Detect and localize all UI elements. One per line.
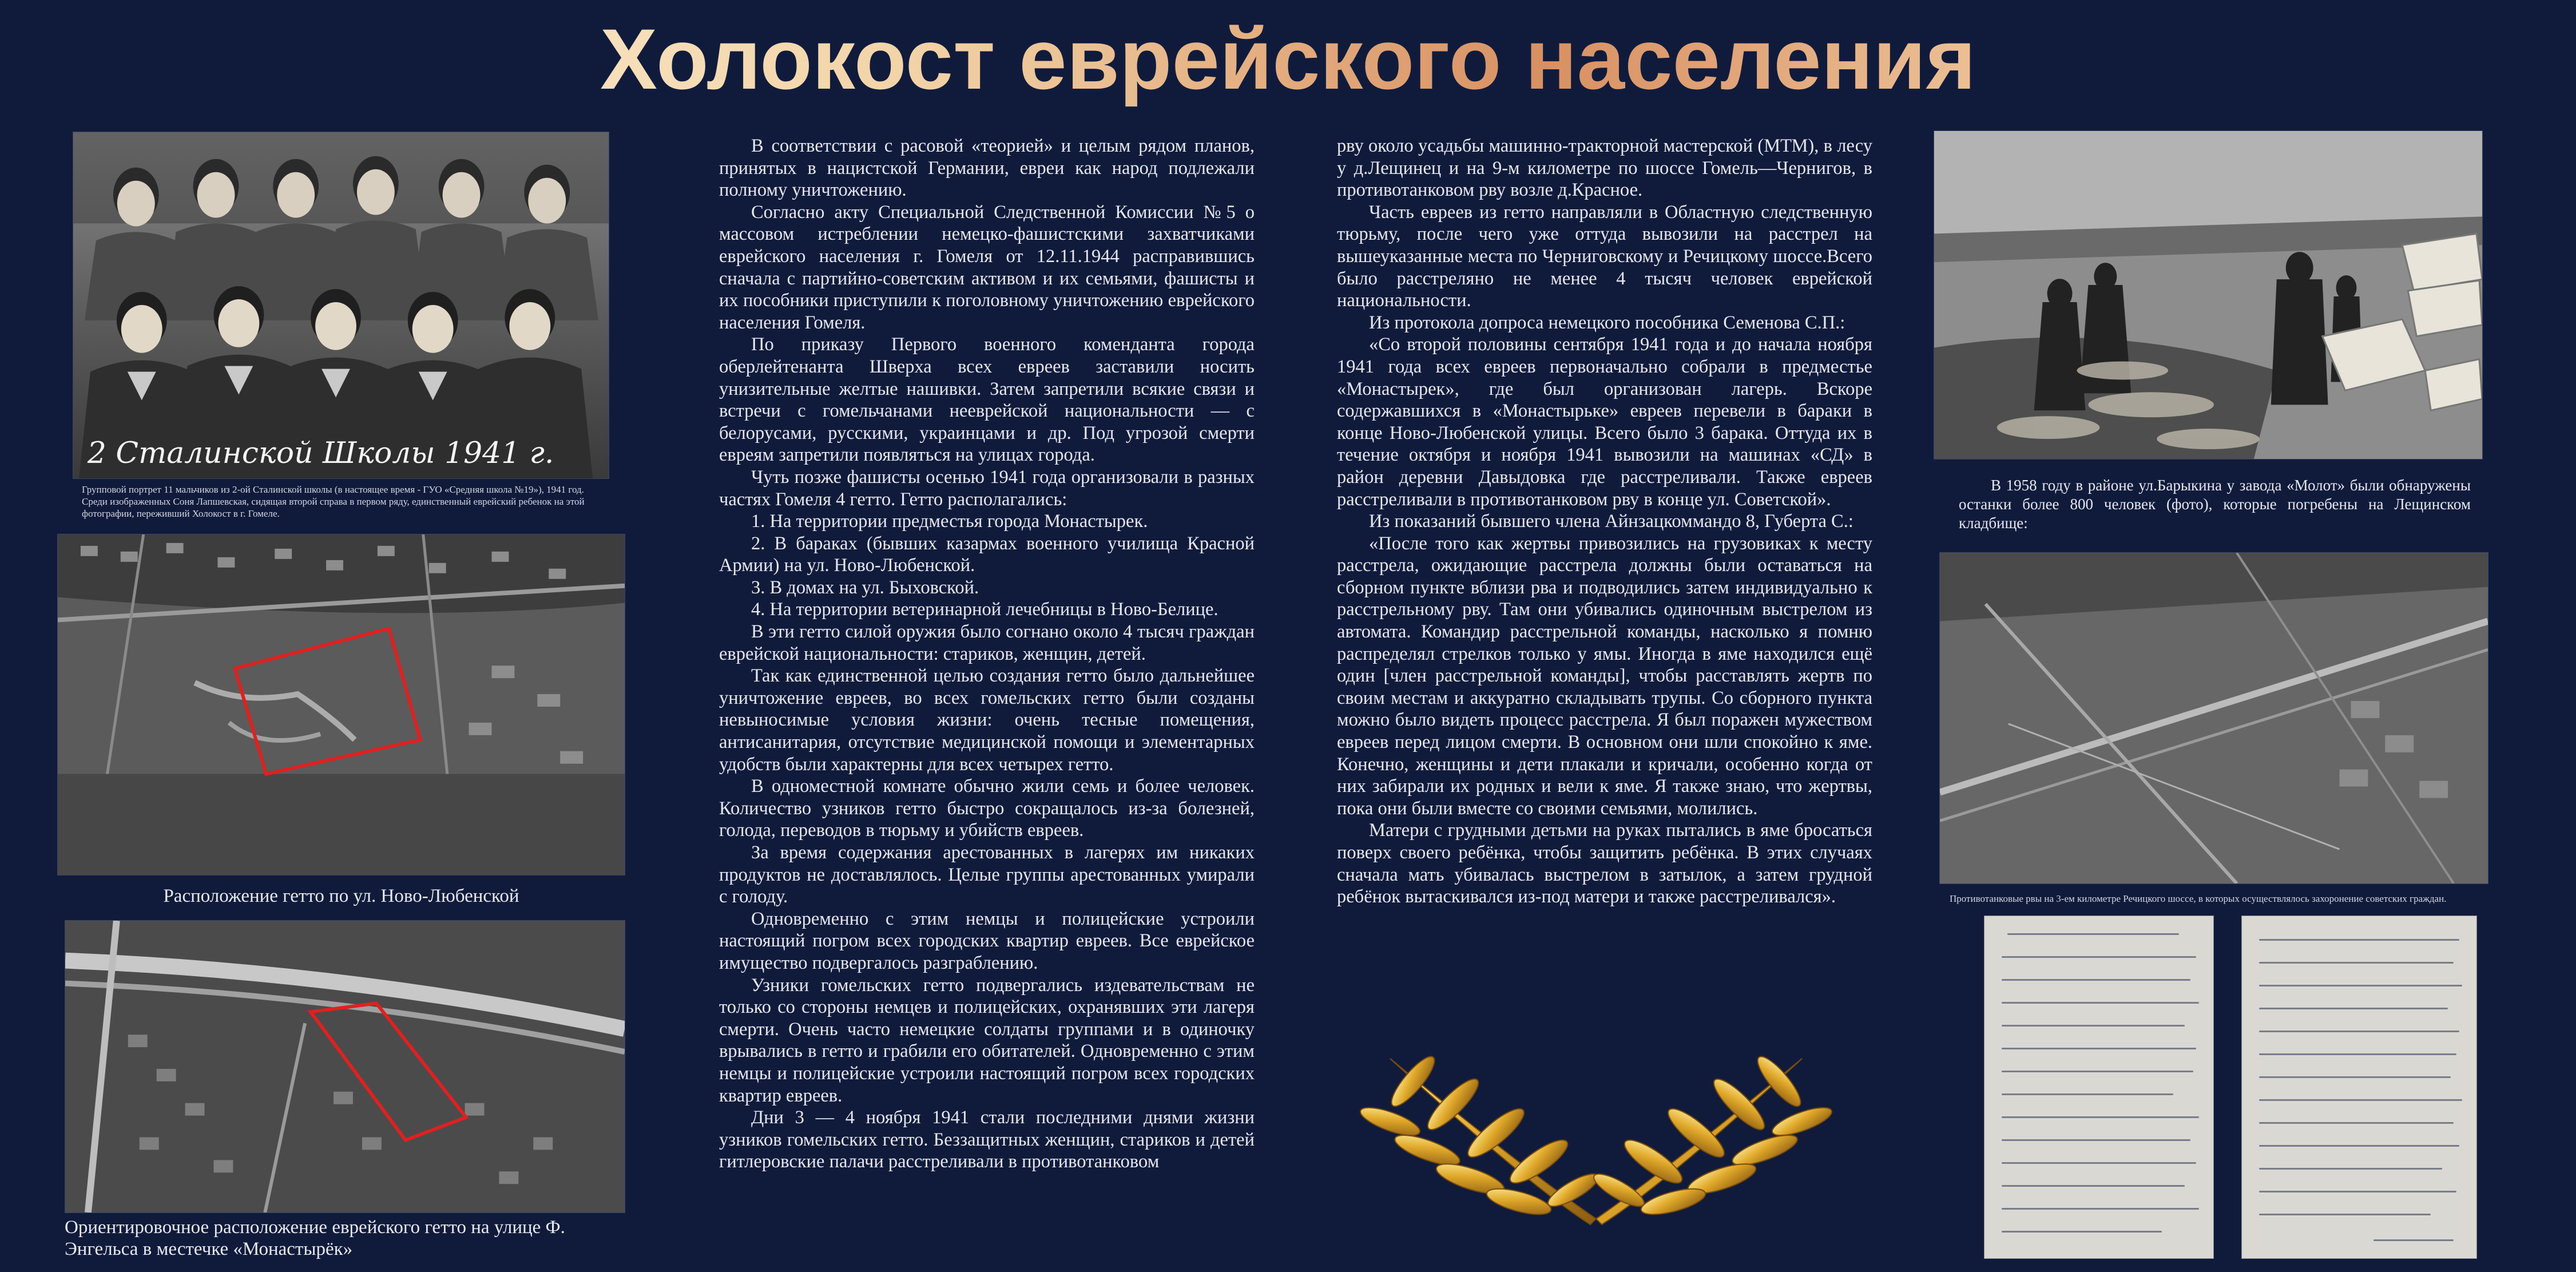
col1-list-item: 4. На территории ветеринарной лечебницы в Ново-Белице. [751, 599, 1218, 620]
aerial-map-antitank-ditches [1939, 552, 2488, 884]
exhumation-photo [1934, 130, 2483, 459]
page-title: Холокост еврейского населения [0, 10, 2576, 108]
col1-para: Согласно акту Специальной Следственной Комиссии №5 о массовом истреблении немецко-фашистскими захватчиками еврейского населения г. Гомеля от 12.11.1944 расправившись сначала с партийно-советским активом и их семьями, фашисты и их пособники приступили к поголовному уничтожению еврейского населения Гомеля. [719, 201, 1255, 333]
col1-para: Одновременно с этим немцы и полицейские устроили настоящий погром всех городских квартир евреев. Все еврейское имущество подвергалось разграблению. [719, 908, 1255, 973]
archive-document-page-1 [1984, 916, 2214, 1259]
text-column-2 [1337, 135, 1872, 1016]
col1-para: По приказу Первого военного коменданта города оберлейтенанта Шверха всех евреев заставили носить унизительные желтые нашивки. Затем запретили всякие связи и встречи с гомельчанами нееврейской национальности — с белорусами, русскими, украинцами и др. Под угрозой смерти евреям запретили появляться на улицах города. [719, 334, 1255, 466]
aerial-map-engelsa [65, 920, 625, 1213]
col2-para: Часть евреев из гетто направляли в Областную следственную тюрьму, после чего уже оттуда вывозили на расстрел на вышеуказанные места по Черниговскому и Речицкому шоссе.Всего было расстреляно не менее 4 тысяч человек еврейской национальности. [1337, 201, 1872, 311]
map2-caption: Ориентировочное расположение еврейского гетто на улице Ф. Энгельса в местечке «Монастырёк» [65, 1217, 565, 1259]
aerial-map-novo-lyubenskaya [57, 534, 625, 875]
laurel-wreath-icon [1356, 1036, 1836, 1230]
text-column-1 [719, 135, 1255, 1211]
col1-para: За время содержания арестованных в лагерях им никаких продуктов не доставлялось. Целые группы арестованных умирали с голоду. [719, 842, 1255, 908]
col1-para: Так как единственной целью создания гетто было дальнейшее уничтожение евреев, во всех гомельских гетто были созданы невыносимые условия жизни: очень тесные помещения, антисанитария, отсутствие медицинской помощи и элементарных удобств были характерны для всех четырех гетто. [719, 665, 1255, 775]
exhumation-caption-text: В 1958 году в районе ул.Барыкина у завода «Молот» были обнаружены останки более 800 человек (фото), которые погребены на Лещинском кладбище: [1959, 477, 2471, 532]
col2-quote: Матери с грудными детьми на руках пытались в яме бросаться поверх своего ребёнка, чтобы защитить ребёнка. В этих случаях сначала мать убивалась выстрелом в затылок, а затем грудной ребёнок вытаскивался из-под матери и также расстреливался». [1337, 820, 1872, 908]
map3-caption: Противотанковые рвы на 3-ем километре Речицкого шоссе, в которых осуществлялось захоронение советских граждан. [1950, 893, 2447, 904]
col2-para: рву около усадьбы машинно-тракторной мастерской (МТМ), в лесу у д.Лещинец и на 9-м километре по шоссе Гомель—Чернигов, в противотанковом рву возле д.Красное. [1337, 136, 1872, 201]
col2-para: Из показаний бывшего члена Айнзацкоммандо 8, Губерта С.: [1369, 511, 1853, 532]
col1-para: В одноместной комнате обычно жили семь и более человек. Количество узников гетто быстро сокращалось из-за болезней, голода, переводов в тюрьму и убийств евреев. [719, 776, 1255, 841]
map1-caption: Расположение гетто по ул. Ново-Любенской [163, 886, 519, 906]
col1-para: В соответствии с расовой «теорией» и целым рядом планов, принятых в нацистской Германии, евреи как народ подлежали полному уничтожению. [719, 136, 1255, 201]
photo-inscription: 2 Сталинской Школы 1941 г. [87, 436, 554, 471]
class-group-photo [73, 132, 609, 479]
col1-para: Узники гомельских гетто подвергались издевательствам не только со стороны немцев и полицейских, охранявших эти лагеря смерти. Очень часто немецкие солдаты группами и в одиночку врывались в гетто и грабили его обитателей. Одновременно с этим немцы и полицейские устроили настоящий погром всех городских квартир евреев. [719, 974, 1255, 1106]
col1-para: Чуть позже фашисты осенью 1941 года организовали в разных частях Гомеля 4 гетто. Гетто располагались: [719, 466, 1255, 510]
col2-quote: «После того как жертвы привозились на грузовиках к месту расстрела, ожидающие расстрела должны были оставаться на сборном пункте вблизи рва и подводились затем индивидуально к расстрельному рву. Там они убивались одиночным выстрелом из автомата. Командир расстрельной команды, насколько я помню распределял стрелков только у ямы. Иногда в яме находился ещё один [член расстрельной команды], чтобы расставлять жертв по своим местам и аккуратно складывать трупы. Со сборного пункта можно было видеть процесс расстрела. Я был поражен мужеством евреев перед лицом смерти. В основном они шли спокойно к яме. Конечно, женщины и дети плакали и кричали, особенно когда от них забирали их родных и вели к яме. Я также знаю, что жертвы, пока они были вместе со своими семьями, молились. [1337, 533, 1872, 819]
archive-document-page-2 [2241, 916, 2477, 1259]
group-photo-caption: Групповой портрет 11 мальчиков из 2-ой Сталинской школы (в настоящее время - ГУО «Средняя школа №19»), 1941 год. Среди изображенных Соня Лапшевская, сидящая второй справа в первом ряду, единственный еврейский ребенок на этой фотографии, переживший Холокост в г. Гомеле. [82, 484, 585, 519]
exhumation-photo-caption [1959, 476, 2471, 533]
col1-para: В эти гетто силой оружия было согнано около 4 тысяч граждан еврейской национальности: стариков, женщин, детей. [719, 621, 1255, 664]
col2-para: Из протокола допроса немецкого пособника Семенова С.П.: [1369, 312, 1845, 333]
col1-list-item: 2. В бараках (бывших казармах военного училища Красной Армии) на ул. Ново-Любенской. [719, 533, 1255, 576]
col1-list-item: 1. На территории предместья города Монастырек. [751, 511, 1148, 532]
col1-list-item: 3. В домах на ул. Быховской. [751, 577, 979, 598]
col1-para: Дни 3 — 4 ноября 1941 стали последними днями жизни узников гомельских гетто. Беззащитных женщин, стариков и детей гитлеровские палачи расстреливали в противотанковом [719, 1107, 1255, 1172]
col2-quote: «Со второй половины сентября 1941 года и до начала ноября 1941 года всех евреев первоначально собрали в предместье «Монастырек», где был организован лагерь. Вскоре содержавшихся в «Монастырьке» евреев перевели в бараки в конце Ново-Любенской улицы. Всего было 3 барака. Оттуда их в течение октября и ноября 1941 вывозили на машинах «СД» в район деревни Давыдовка где расстреливали. Также евреев расстреливали в противотанковом рву в конце ул. Советской». [1337, 334, 1872, 510]
